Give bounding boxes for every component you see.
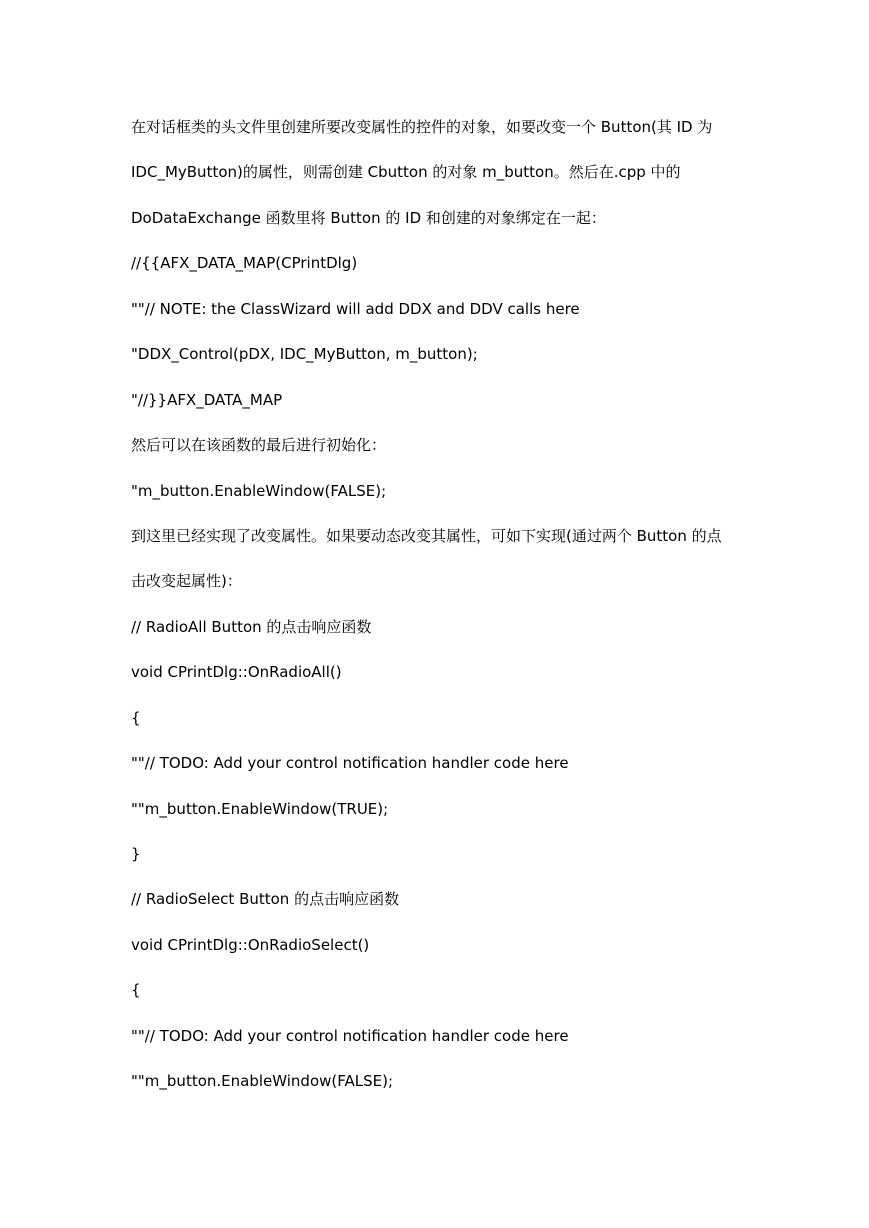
code-line: void CPrintDlg::OnRadioAll()	[131, 663, 342, 682]
code-line: {	[131, 981, 141, 1000]
code-line: }	[131, 845, 141, 863]
text-line: 然后可以在该函数的最后进行初始化：	[131, 436, 387, 455]
document-body	[131, 113, 771, 1113]
text-line: 击改变起属性)：	[131, 572, 242, 591]
code-line: ""m_button.EnableWindow(TRUE);	[131, 799, 389, 818]
code-line: // RadioAll Button 的点击响应函数	[131, 617, 372, 636]
code-line: ""// TODO: Add your control notification handler code here	[131, 1026, 569, 1045]
code-line: // RadioSelect Button 的点击响应函数	[131, 890, 400, 909]
code-line: ""// TODO: Add your control notification handler code here	[131, 754, 569, 773]
code-line: "DDX_Control(pDX, IDC_MyButton, m_button);	[131, 345, 478, 364]
code-line: {	[131, 708, 141, 727]
text-line: IDC_MyButton)的属性，则需创建 Cbutton 的对象 m_button。然后在.cpp 中的	[131, 163, 681, 182]
text-line: 在对话框类的头文件里创建所要改变属性的控件的对象，如要改变一个 Button(其 ID 为	[131, 118, 713, 136]
code-line: "m_button.EnableWindow(FALSE);	[131, 481, 387, 500]
code-line: //{{AFX_DATA_MAP(CPrintDlg)	[131, 254, 358, 273]
code-line: void CPrintDlg::OnRadioSelect()	[131, 935, 370, 954]
code-line: ""// NOTE: the ClassWizard will add DDX and DDV calls here	[131, 299, 580, 318]
text-line: DoDataExchange 函数里将 Button 的 ID 和创建的对象绑定在一起：	[131, 208, 606, 227]
code-line: ""m_button.EnableWindow(FALSE);	[131, 1072, 394, 1091]
code-line: "//}}AFX_DATA_MAP	[131, 390, 283, 409]
text-line: 到这里已经实现了改变属性。如果要动态改变其属性，可如下实现(通过两个 Button 的点	[131, 526, 722, 545]
